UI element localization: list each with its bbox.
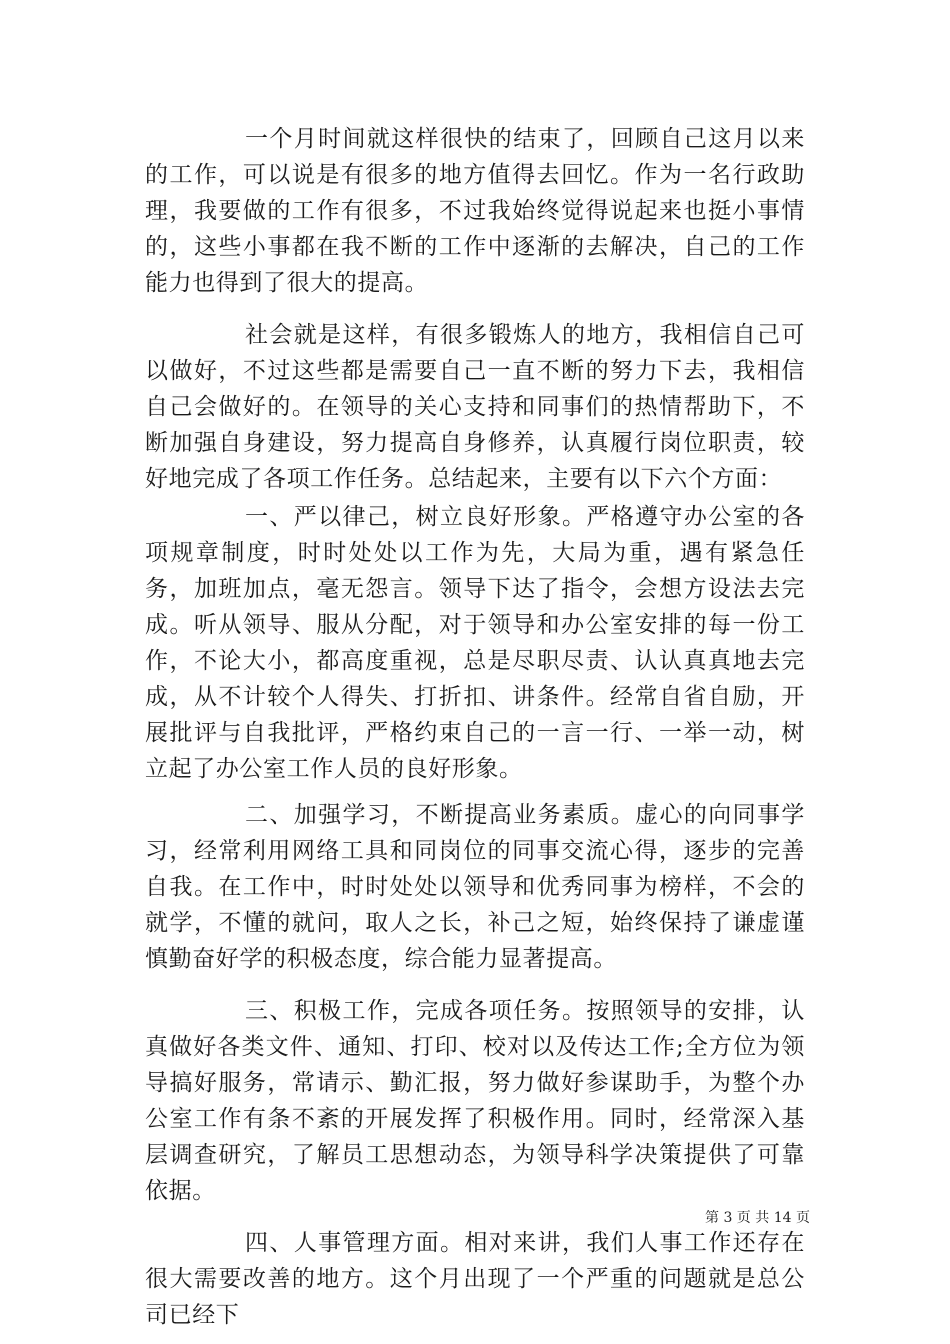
document-body [145,121,805,1333]
page-number-footer: 第 3 页 共 14 页 [705,1210,810,1226]
paragraph-point-two: 二、加强学习，不断提高业务素质。虚心的向同事学习，经常利用网络工具和同岗位的同事交流心得，逐步的完善自我。在工作中，时时处处以领导和优秀同事为榜样，不会的就学，不懂的就问，取人之长，补己之短，始终保持了谦虚谨慎勤奋好学的积极态度，综合能力显著提高。 [145,802,805,972]
paragraph-point-three: 三、积极工作，完成各项任务。按照领导的安排，认真做好各类文件、通知、打印、校对以及传达工作;全方位为领导搞好服务，常请示、勤汇报，努力做好参谋助手，为整个办公室工作有条不紊的开展发挥了积极作用。同时，经常深入基层调查研究，了解员工思想动态，为领导科学决策提供了可靠依据。 [145,998,805,1204]
paragraph-point-four: 四、人事管理方面。相对来讲，我们人事工作还存在很大需要改善的地方。这个月出现了一个严重的问题就是总公司已经下 [145,1230,805,1328]
paragraph-point-one: 一、严以律己，树立良好形象。严格遵守办公室的各项规章制度，时时处处以工作为先，大局为重，遇有紧急任务，加班加点，毫无怨言。领导下达了指令，会想方设法去完成。听从领导、服从分配，对于领导和办公室安排的每一份工作，不论大小，都高度重视，总是尽职尽责、认认真真地去完成，从不计较个人得失、打折扣、讲条件。经常自省自励，开展批评与自我批评，严格约束自己的一言一行、一举一动，树立起了办公室工作人员的良好形象。 [145,504,805,782]
paragraph-society: 社会就是这样，有很多锻炼人的地方，我相信自己可以做好，不过这些都是需要自己一直不断的努力下去，我相信自己会做好的。在领导的关心支持和同事们的热情帮助下，不断加强自身建设，努力提高自身修养，认真履行岗位职责，较好地完成了各项工作任务。总结起来，主要有以下六个方面： [145,322,805,492]
paragraph-intro: 一个月时间就这样很快的结束了，回顾自己这月以来的工作，可以说是有很多的地方值得去回忆。作为一名行政助理，我要做的工作有很多，不过我始终觉得说起来也挺小事情的，这些小事都在我不断的工作中逐渐的去解决，自己的工作能力也得到了很大的提高。 [145,126,805,296]
